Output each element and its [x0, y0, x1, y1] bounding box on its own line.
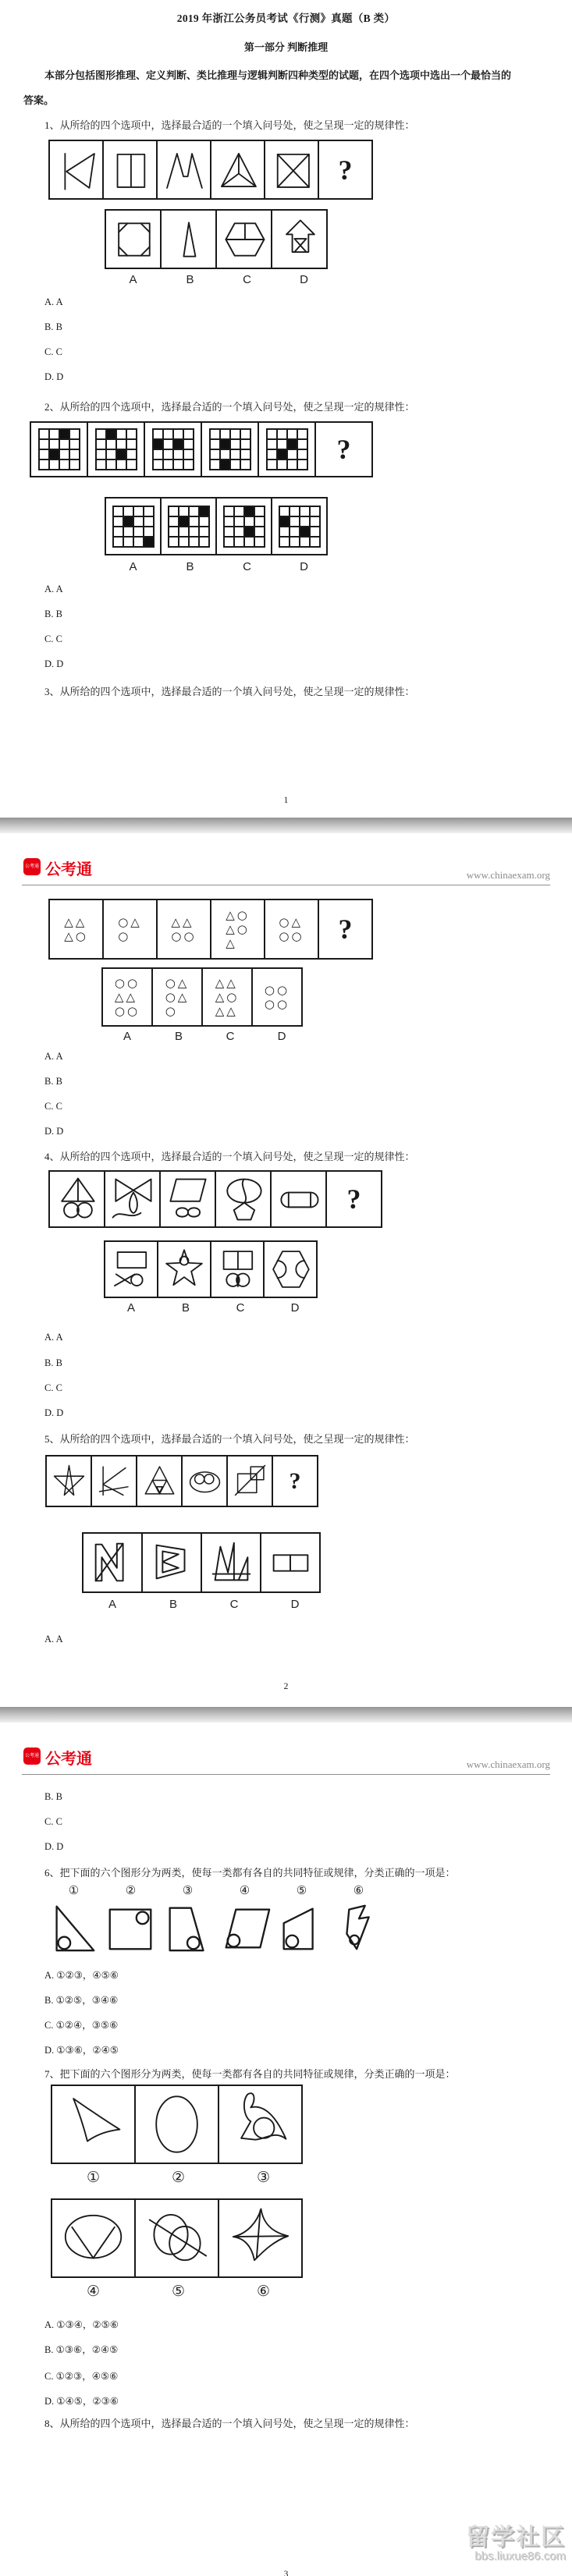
- q4-option-cell-d: [263, 1240, 318, 1298]
- q3-option-cell-c: [201, 967, 253, 1027]
- q3-option-b: B. B: [44, 1076, 62, 1087]
- q5-sequence-row: [45, 1455, 318, 1507]
- q1-option-cell-d: [271, 209, 328, 269]
- parallelogram-circle-figure: [216, 1901, 273, 1956]
- q7-figure-number-3: ③: [256, 2170, 271, 2186]
- q4-option-d: D. D: [44, 1407, 64, 1418]
- question-mark: ?: [338, 914, 353, 945]
- triangle-circle-group-figure: ○△ ○△ ○: [165, 976, 190, 1018]
- figure-label-c: C: [243, 560, 251, 573]
- q4-seq-cell-3: [159, 1170, 216, 1228]
- capsule-figure: [273, 1173, 325, 1225]
- q7-shape-cell-4: [51, 2198, 136, 2278]
- q4-option-cell-b: [157, 1240, 211, 1298]
- q3-prompt: 3、从所给的四个选项中，选择最合适的一个填入问号处，使之呈现一定的规律性：: [44, 686, 415, 697]
- figure-label-c: C: [229, 1598, 239, 1611]
- q2-option-row: [105, 497, 328, 555]
- q6-number-row: [45, 1883, 387, 1898]
- page-1: [0, 0, 572, 818]
- triangle-circle-group-figure: ○△ ○: [118, 915, 142, 943]
- triangle-two-circles-figure: [52, 1173, 103, 1225]
- q6-shape-row: [45, 1900, 387, 1957]
- figure-label-a: A: [108, 1598, 116, 1611]
- q4-seq-cell-1: [48, 1170, 105, 1228]
- bowtie-drop-wave-figure: [107, 1173, 158, 1225]
- q5-option-cell-a: [82, 1532, 143, 1593]
- logo-badge: 公考通: [23, 1747, 41, 1765]
- page-divider-1: [0, 818, 572, 833]
- q1-seq-cell-1: [48, 140, 104, 200]
- m-lines-figure: [204, 1536, 258, 1589]
- q6-option-a: A. ①②③，④⑤⑥: [44, 1970, 119, 1981]
- q5-option-cell-c: [201, 1532, 261, 1593]
- star-circle-figure: [159, 1244, 209, 1295]
- q5-seq-cell-4: [181, 1455, 228, 1507]
- figure-label-b: B: [186, 560, 194, 573]
- page-number-2: 2: [283, 1682, 289, 1691]
- figure-label-d: D: [300, 560, 308, 573]
- q7-shape-cell-5: [134, 2198, 219, 2278]
- q1-option-a: A. A: [44, 296, 63, 307]
- q6-shape-5: [273, 1900, 330, 1957]
- q7-labels-row-1: [51, 2169, 306, 2187]
- grid-figure: [38, 428, 80, 470]
- q2-option-a: A. A: [44, 584, 63, 594]
- sail-cross-figure: [222, 2202, 300, 2275]
- e-block-figure: [145, 1536, 198, 1589]
- q7-option-d: D. ①④⑤，②③⑥: [44, 2396, 119, 2407]
- q7-prompt: 7、把下面的六个图形分为两类，使每一类都有各自的共同特征或规律，分类正确的一项是：: [44, 2068, 456, 2080]
- q2-seq-cell-1: [30, 421, 88, 477]
- q4-seq-cell-question: [325, 1170, 382, 1228]
- q5-option-cell-b: [141, 1532, 202, 1593]
- watermark: [466, 2525, 566, 2564]
- figure-label-d: D: [277, 1030, 286, 1043]
- q3-sequence-row: [48, 899, 373, 960]
- overlap-squares-figure: [229, 1458, 271, 1505]
- n-shape-figure: [86, 1536, 139, 1589]
- intro-line-1: 本部分包括图形推理、定义判断、类比推理与逻辑判断四种类型的试题，在四个选项中选出一个最恰当的: [44, 69, 512, 81]
- q5-option-d: D. D: [44, 1841, 64, 1852]
- q1-figure-labels: [105, 273, 332, 286]
- page-3: [0, 1723, 572, 2576]
- q5-seq-cell-5: [226, 1455, 273, 1507]
- q7-figure-number-2: ②: [171, 2170, 186, 2186]
- q7-shape-cell-6: [218, 2198, 303, 2278]
- grid-figure: [279, 506, 321, 548]
- figure-label-c: C: [226, 1030, 235, 1043]
- q6-shape-3: [159, 1900, 216, 1957]
- q5-option-c: C. C: [44, 1816, 62, 1827]
- figure-label-b: B: [181, 1301, 190, 1315]
- two-ellipses-line-figure: [138, 2202, 216, 2275]
- q2-option-cell-b: [160, 497, 217, 555]
- q7-labels-row-2: [51, 2283, 306, 2301]
- q2-option-b: B. B: [44, 609, 62, 619]
- q2-option-cell-d: [271, 497, 328, 555]
- intro-line-2: 答案。: [23, 94, 55, 106]
- q7-figure-number-6: ⑥: [256, 2283, 271, 2300]
- q4-seq-cell-5: [270, 1170, 327, 1228]
- zigzag-circle-figure: [330, 1901, 387, 1956]
- line-left-triangle-figure: [52, 144, 101, 196]
- q5-figure-labels: [82, 1598, 325, 1611]
- crossed-square-figure: [267, 144, 317, 196]
- q6-shape-6: [330, 1900, 387, 1957]
- figure-label-a: A: [123, 1030, 131, 1043]
- q7-figure-number-5: ⑤: [171, 2283, 186, 2300]
- grid-figure: [209, 428, 251, 470]
- q7-figure-number-1: ①: [86, 2170, 101, 2186]
- section-heading: 第一部分 判断推理: [243, 41, 329, 53]
- q2-option-cell-a: [105, 497, 162, 555]
- q3-figure-labels: [101, 1030, 307, 1043]
- q2-seq-cell-3: [144, 421, 202, 477]
- q5-seq-cell-question: [272, 1455, 318, 1507]
- triangle-circle-group-figure: ○○ ○○: [264, 983, 290, 1011]
- header-rule: [22, 1774, 550, 1775]
- figure-label-d: D: [290, 1598, 300, 1611]
- q2-sequence-row: [30, 421, 373, 477]
- ellipse-s-pentagon-figure: [218, 1173, 269, 1225]
- question-mark: ?: [338, 154, 353, 186]
- site-url: www.chinaexam.org: [466, 869, 550, 881]
- q4-option-a: A. A: [44, 1332, 63, 1343]
- q6-option-d: D. ①③⑥，②④⑤: [44, 2045, 119, 2056]
- figure-label-d: D: [300, 273, 308, 286]
- q3-seq-cell-1: [48, 899, 104, 960]
- q7-option-b: B. ①③⑥，②④⑤: [44, 2344, 119, 2355]
- q2-seq-cell-2: [87, 421, 145, 477]
- q4-option-cell-a: [104, 1240, 158, 1298]
- q3-seq-cell-5: [264, 899, 319, 960]
- q4-option-b: B. B: [44, 1357, 62, 1368]
- figure-label-a: A: [126, 1301, 135, 1315]
- q6-option-c: C. ①②④，③⑤⑥: [44, 2020, 119, 2031]
- q7-row-2: [51, 2198, 303, 2278]
- q1-prompt: 1、从所给的四个选项中，选择最合适的一个填入问号处，使之呈现一定的规律性：: [44, 119, 415, 131]
- q3-option-a: A. A: [44, 1051, 63, 1062]
- grid-figure: [168, 506, 210, 548]
- q1-seq-cell-3: [156, 140, 211, 200]
- watermark-url: bbs.liuxue86.com: [474, 2549, 566, 2563]
- gongkaotong-logo: 公考通: [45, 861, 92, 878]
- q2-seq-cell-5: [258, 421, 316, 477]
- question-mark: ?: [289, 1467, 301, 1494]
- q6-figure-number-1: ①: [68, 1885, 80, 1897]
- q1-option-d: D. D: [44, 371, 64, 382]
- triforce-figure: [139, 1458, 180, 1505]
- grid-figure: [95, 428, 137, 470]
- triangle-circle-group-figure: ○○ △△ ○○: [114, 976, 140, 1018]
- q5-seq-cell-1: [45, 1455, 92, 1507]
- q3-option-c: C. C: [44, 1101, 62, 1112]
- grid-figure: [223, 506, 265, 548]
- page-divider-2: [0, 1707, 572, 1723]
- narrow-triangle-figure: [163, 213, 215, 266]
- q7-shape-cell-3: [218, 2085, 303, 2164]
- question-mark: ?: [346, 1183, 361, 1215]
- q6-option-b: B. ①②⑤，③④⑥: [44, 1995, 119, 2006]
- q5-seq-cell-2: [91, 1455, 137, 1507]
- q5-seq-cell-3: [136, 1455, 183, 1507]
- q4-seq-cell-2: [104, 1170, 161, 1228]
- q1-sequence-row: [48, 140, 373, 200]
- grid-figure: [266, 428, 308, 470]
- gongkaotong-logo: 公考通: [45, 1751, 92, 1768]
- ellipse-figure: [138, 2088, 216, 2161]
- q6-shape-1: [45, 1900, 102, 1957]
- figure-label-b: B: [169, 1598, 177, 1611]
- q1-seq-cell-question: [318, 140, 373, 200]
- q5-prompt: 5、从所给的四个选项中，选择最合适的一个填入问号处，使之呈现一定的规律性：: [44, 1433, 415, 1445]
- q5-option-b: B. B: [44, 1791, 62, 1802]
- triangle-y-figure: [213, 144, 263, 196]
- q6-figure-number-5: ⑤: [296, 1885, 307, 1897]
- q2-option-cell-c: [215, 497, 272, 555]
- dart-figure: [55, 2088, 133, 2161]
- q1-seq-cell-2: [102, 140, 158, 200]
- site-url: www.chinaexam.org: [466, 1758, 550, 1770]
- figure-label-b: B: [186, 273, 194, 286]
- q7-row-1: [51, 2085, 303, 2164]
- q1-seq-cell-4: [210, 140, 265, 200]
- watermark-title: 留学社区: [466, 2525, 566, 2550]
- q2-option-c: C. C: [44, 633, 62, 644]
- q5-option-a: A. A: [44, 1634, 63, 1645]
- rect-twolobe-figure: [212, 1244, 262, 1295]
- arrow-hourglass-figure: [274, 213, 325, 266]
- question-mark: ?: [336, 434, 351, 465]
- q5-option-cell-d: [260, 1532, 321, 1593]
- pentagon-circle-figure: [273, 1901, 330, 1956]
- triangle-circle-group-figure: △△ △○ △△: [215, 976, 240, 1018]
- q3-option-cell-a: [101, 967, 153, 1027]
- triangle-circle-group-figure: △△ ○○: [171, 915, 197, 943]
- square-circle-figure: [102, 1901, 159, 1956]
- q3-seq-cell-3: [156, 899, 211, 960]
- logo-badge: 公考通: [23, 858, 41, 875]
- ellipse-two-circles-figure: [184, 1458, 226, 1505]
- q1-option-row: [105, 209, 328, 269]
- q4-option-row: [104, 1240, 318, 1298]
- cut-corner-square-figure: [108, 213, 159, 266]
- q4-option-cell-c: [210, 1240, 265, 1298]
- trapezoid-circle-figure: [159, 1901, 216, 1956]
- page-number-1: 1: [283, 796, 289, 805]
- q3-seq-cell-question: [318, 899, 373, 960]
- q6-shape-2: [102, 1900, 159, 1957]
- q2-seq-cell-4: [201, 421, 259, 477]
- q6-figure-number-3: ③: [182, 1885, 194, 1897]
- q3-seq-cell-4: [210, 899, 265, 960]
- q3-option-cell-d: [251, 967, 303, 1027]
- q2-seq-cell-question: [314, 421, 373, 477]
- q8-prompt: 8、从所给的四个选项中，选择最合适的一个填入问号处，使之呈现一定的规律性：: [44, 2418, 415, 2429]
- ellipse-v-figure: [55, 2202, 133, 2275]
- q2-option-d: D. D: [44, 658, 64, 669]
- triangle-circle-figure: [45, 1901, 102, 1956]
- page-number-3: 3: [283, 2570, 289, 2576]
- q4-option-c: C. C: [44, 1382, 62, 1393]
- q1-option-cell-c: [215, 209, 272, 269]
- figure-label-c: C: [243, 273, 251, 286]
- q2-prompt: 2、从所给的四个选项中，选择最合适的一个填入问号处，使之呈现一定的规律性：: [44, 401, 415, 413]
- q4-prompt: 4、从所给的四个选项中，选择最合适的一个填入问号处，使之呈现一定的规律性：: [44, 1151, 415, 1162]
- page-2: [0, 833, 572, 1707]
- q3-option-d: D. D: [44, 1126, 64, 1137]
- q4-figure-labels: [104, 1301, 322, 1315]
- doc-title: 2019 年浙江公务员考试《行测》真题（B 类）: [176, 12, 396, 24]
- q1-seq-cell-5: [264, 140, 319, 200]
- q3-option-cell-b: [151, 967, 203, 1027]
- divided-hexagon-figure: [218, 213, 270, 266]
- split-rect-figure: [264, 1536, 317, 1589]
- q1-option-cell-b: [160, 209, 217, 269]
- triangle-circle-group-figure: △○ △○ △: [226, 908, 250, 950]
- angular-k-figure: [94, 1458, 135, 1505]
- q6-figure-number-4: ④: [239, 1885, 250, 1897]
- q1-option-cell-a: [105, 209, 162, 269]
- q6-figure-number-6: ⑥: [353, 1885, 364, 1897]
- q7-shape-cell-2: [134, 2085, 219, 2164]
- divided-square-figure: [105, 144, 155, 196]
- figure-label-a: A: [129, 560, 137, 573]
- q3-seq-cell-2: [102, 899, 158, 960]
- rect-scissors-circle-figure: [106, 1244, 156, 1295]
- q6-prompt: 6、把下面的六个图形分为两类，使每一类都有各自的共同特征或规律，分类正确的一项是：: [44, 1867, 456, 1879]
- q6-shape-4: [216, 1900, 273, 1957]
- q4-sequence-row: [48, 1170, 382, 1228]
- figure-label-b: B: [174, 1030, 183, 1043]
- pentagram-figure: [48, 1458, 90, 1505]
- double-peak-figure: [159, 144, 209, 196]
- q7-shape-cell-1: [51, 2085, 136, 2164]
- grid-figure: [152, 428, 194, 470]
- q1-option-b: B. B: [44, 321, 62, 332]
- trapezoid-infinity-figure: [162, 1173, 214, 1225]
- q3-option-row: [101, 967, 303, 1027]
- q7-option-c: C. ①②③，④⑤⑥: [44, 2371, 119, 2382]
- triangle-circle-group-figure: △△ △○: [64, 915, 88, 943]
- swan-circle-figure: [222, 2088, 300, 2161]
- q6-figure-number-2: ②: [125, 1885, 137, 1897]
- triangle-circle-group-figure: ○△ ○○: [279, 915, 304, 943]
- q7-figure-number-4: ④: [86, 2283, 101, 2300]
- q5-option-row: [82, 1532, 321, 1593]
- q4-seq-cell-4: [215, 1170, 272, 1228]
- q2-figure-labels: [105, 560, 332, 573]
- q1-option-c: C. C: [44, 346, 62, 357]
- hexagon-notch-figure: [265, 1244, 315, 1295]
- q7-option-a: A. ①③④，②⑤⑥: [44, 2319, 119, 2330]
- figure-label-a: A: [129, 273, 137, 286]
- grid-figure: [112, 506, 155, 548]
- figure-label-d: D: [290, 1301, 300, 1315]
- figure-label-c: C: [236, 1301, 245, 1315]
